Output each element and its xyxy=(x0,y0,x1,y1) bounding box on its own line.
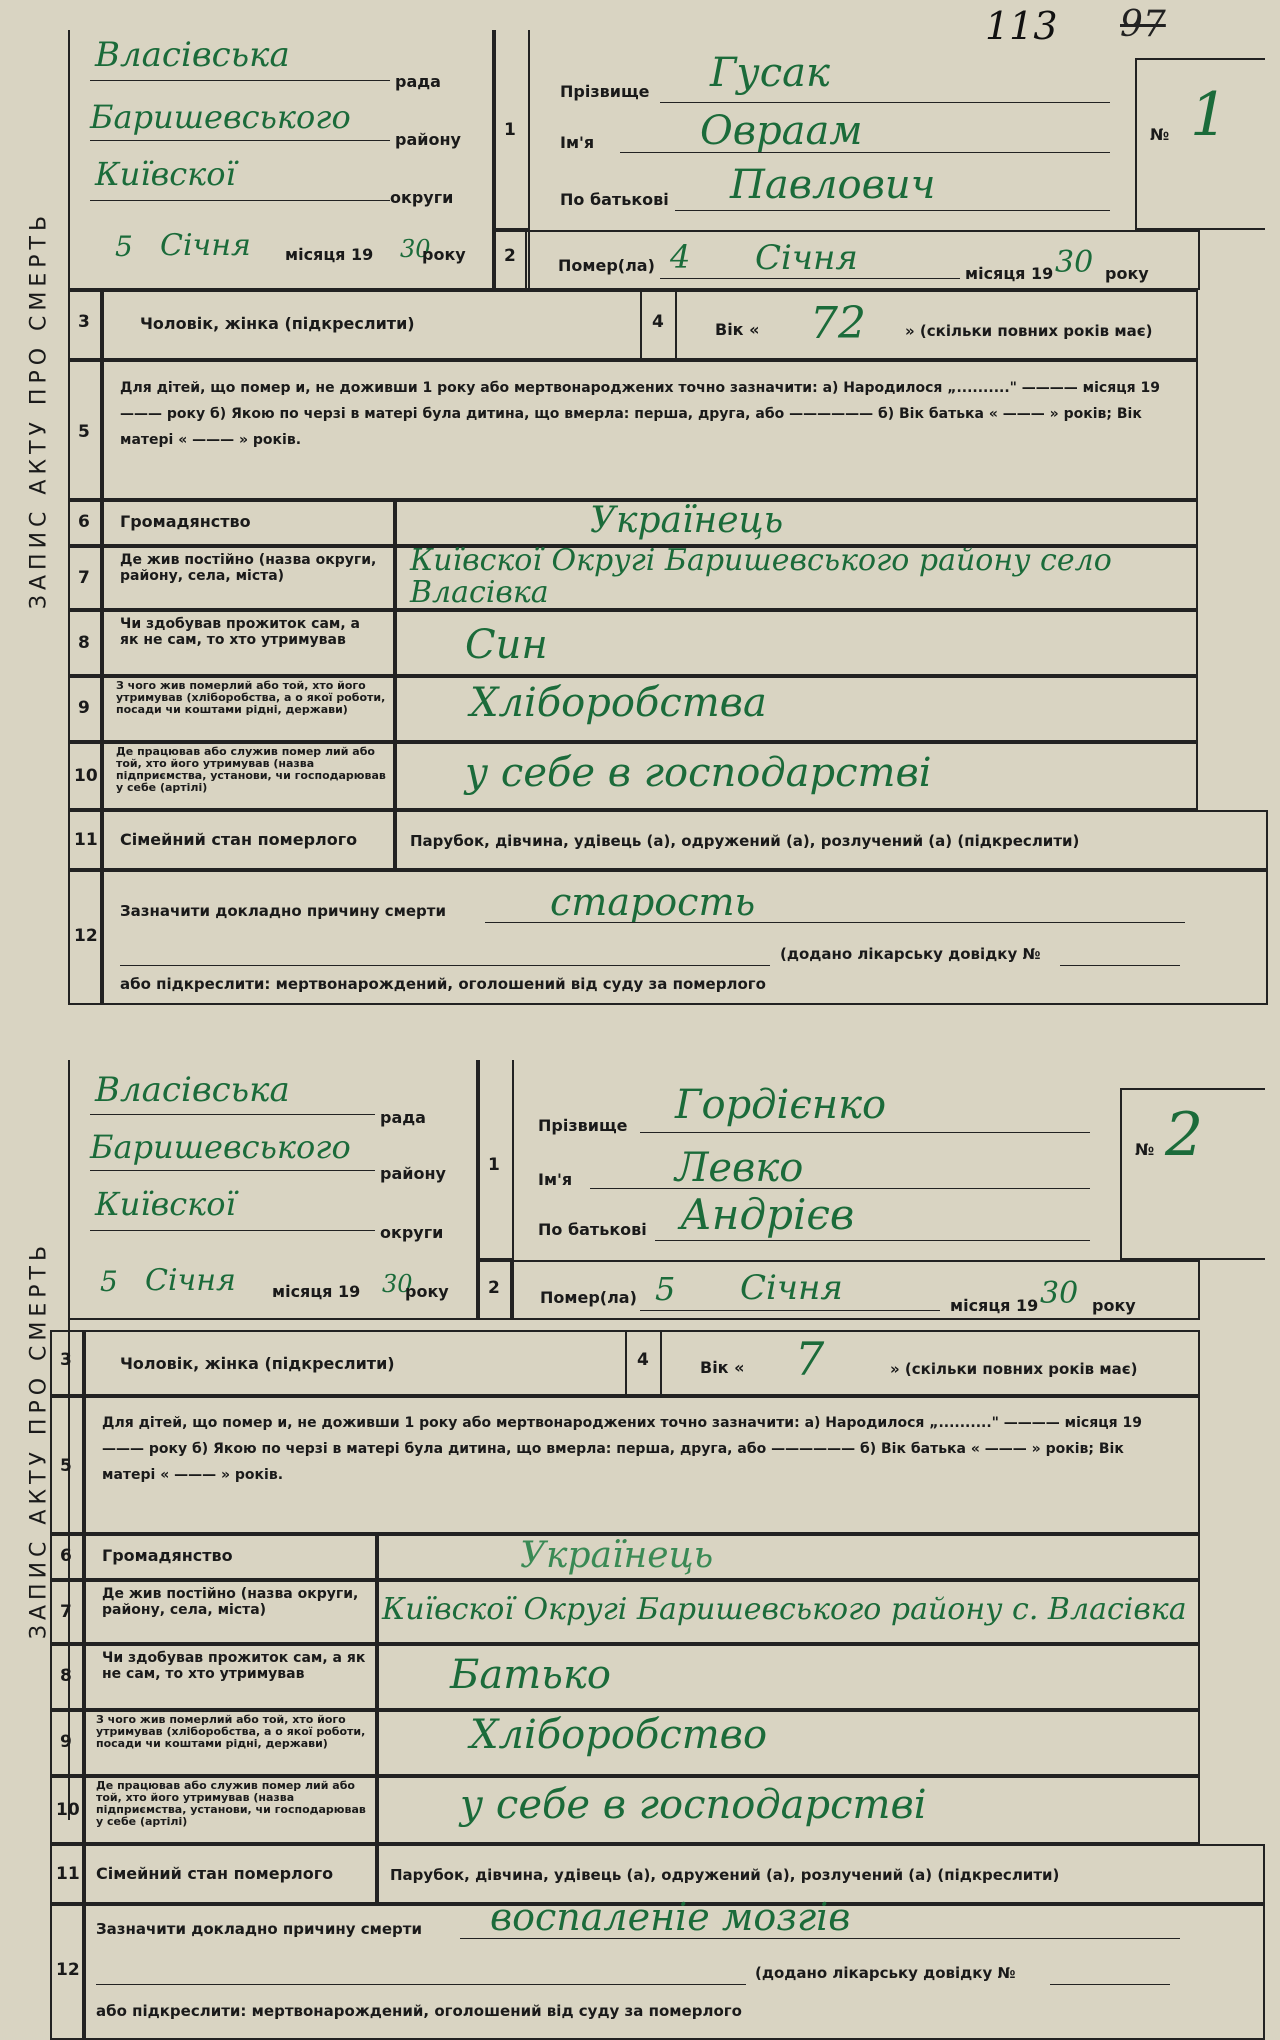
income-label: З чого жив померлий або той, хто його утримував (хліборобства, а о якої роботи, посади чи коштами рідні, держави) xyxy=(116,679,386,716)
reg-month: Січня xyxy=(145,1263,236,1298)
died-year-label: року xyxy=(1105,264,1149,283)
died-day: 4 xyxy=(670,238,691,276)
reg-day: 5 xyxy=(100,1265,118,1298)
rada-value: Власівська xyxy=(95,35,290,75)
livelihood-label: Чи здобував прожиток сам, а як не сам, то хто утримував xyxy=(120,616,360,648)
livelihood-value: Батько xyxy=(450,1652,611,1698)
okruh-label: округи xyxy=(390,188,454,207)
death-record-2: ЗАПИС АКТУ ПРО СМЕРТЬ Власівська рада Баришевського району Київскої округи 5 Січня місяця 19 30 року 1 2 Прізвище Гордієнко Ім'я Левко По батькові Андрієв № 2 Помер(ла) 5 Січня місяця 19 30 року 3 Чоловік, жінка (підкреслити) 4 Вік « 7 » (скільки повних років має) 5 Для дітей, що помер и, не доживши 1 року або мертвонароджених точно зазначити: а) Народилося „.........." ———— місяця 19 ——— року б) Якою по черзі в матері була дитина, що вмерла: перша, друга, або —————— б) Вік батька « ——— » років; Вік матері « ——— » років. 6 Громадянство Українець 7 Де жив постійно (назва округи, району, села, міста) Київскої Округі Баришевського району с. Власівка 8 Чи здобував прожиток сам, а як не сам, то хто утримував Батько 9 З чого жив померлий або той, хто його утримував (хліборобства, а о якої роботи, посади чи коштами рідні, держави) Хліборобство 10 Де працював або служив помер лий або той, хто його утримував (назва підприємства, установи, чи господарював у себе (артілі) у себе в господарстві 11 Сімейний стан померлого Парубок, дівчина, удівець (а), одружений (а), розлучений (а) (підкреслити) 12 Зазначити докладно причину смерти воспаленіе мозгів (додано лікарську довідку № або підкреслити: мертвонарождений, оголошений від суду за померлого xyxy=(10,1060,1260,2010)
citizenship-label: Громадянство xyxy=(102,1546,233,1565)
cause-value: старость xyxy=(550,880,756,924)
age-label: Вік « xyxy=(700,1358,745,1377)
raion-label: району xyxy=(380,1164,446,1183)
residence-value: Київскої Округі Баришевського району с. Власівка xyxy=(382,1592,1187,1627)
side-title: ЗАПИС АКТУ ПРО СМЕРТЬ xyxy=(10,1060,70,1820)
surname-value: Гусак xyxy=(710,50,830,96)
died-month: Січня xyxy=(755,238,858,278)
rada-label: рада xyxy=(380,1108,426,1127)
cause-value: воспаленіе мозгів xyxy=(490,1895,851,1939)
patronymic-value: Павлович xyxy=(730,162,936,208)
age-suffix: » (скільки повних років має) xyxy=(905,322,1153,340)
died-year: 30 xyxy=(1055,245,1094,280)
citizenship-value: Українець xyxy=(520,1535,714,1576)
work-label: Де працював або служив помер лий або той, хто його утримував (назва підприємства, установи, чи господарював у себе (артілі) xyxy=(96,1779,366,1828)
died-month-label: місяця 19 xyxy=(950,1296,1039,1315)
death-record-1: ЗАПИС АКТУ ПРО СМЕРТЬ Власівська рада Баришевського району Київскої округи 5 Січня місяця 19 30 року 1 2 Прізвище Гусак Ім'я Овраам По батькові Павлович № 1 Помер(ла) 4 Січня місяця 19 30 року 3 Чоловік, жінка (підкреслити) 4 Вік « 72 » (скільки повних років має) 5 Для дітей, що помер и, не доживши 1 року або мертвонароджених точно зазначити: а) Народилося „.........." ———— місяця 19 ——— року б) Якою по черзі в матері була дитина, що вмерла: перша, друга, або —————— б) Вік батька « ——— » років; Вік матері « ——— » років. 6 Громадянство Українець 7 Де жив постійно (назва округи, району, села, міста) Київскої Округі Баришевського району село Власівка 8 Чи здобував прожиток сам, а як не сам, то хто утримував Син 9 З чого жив померлий або той, хто його утримував (хліборобства, а о якої роботи, посади чи коштами рідні, держави) Хліборобства 10 Де працював або служив помер лий або той, хто його утримував (назва підприємства, установи, чи господарював у себе (артілі) у себе в господарстві 11 Сімейний стан померлого Парубок, дівчина, удівець (а), одружений (а), розлучений (а) (підкреслити) 12 Зазначити докладно причину смерти старость (додано лікарську довідку № або підкреслити: мертвонарождений, оголошений від суду за померлого xyxy=(10,30,1260,980)
reg-day: 5 xyxy=(115,230,133,263)
died-label: Помер(ла) xyxy=(558,256,655,275)
citizenship-label: Громадянство xyxy=(120,512,251,531)
died-month-label: місяця 19 xyxy=(965,264,1054,283)
month-label: місяця 19 xyxy=(285,245,374,264)
old-page-number: 97 xyxy=(1120,4,1166,45)
name-label: Ім'я xyxy=(538,1170,573,1189)
citizenship-value: Українець xyxy=(590,500,784,541)
name-value: Левко xyxy=(675,1145,804,1191)
marital-options: Парубок, дівчина, удівець (а), одружений (а), розлучений (а) (підкреслити) xyxy=(410,832,1080,850)
sex-label: Чоловік, жінка (підкреслити) xyxy=(120,1354,395,1373)
name-label: Ім'я xyxy=(560,133,595,152)
age-value: 7 xyxy=(795,1332,825,1386)
cause-label: Зазначити докладно причину смерти xyxy=(120,902,446,920)
residence-label: Де жив постійно (назва округи, району, села, міста) xyxy=(102,1586,359,1618)
stillborn-label: або підкреслити: мертвонарождений, оголошений від суду за померлого xyxy=(96,2002,742,2020)
sex-label: Чоловік, жінка (підкреслити) xyxy=(140,314,415,333)
age-value: 72 xyxy=(810,298,866,349)
okruh-label: округи xyxy=(380,1223,444,1242)
patronymic-value: Андрієв xyxy=(680,1190,855,1239)
name-value: Овраам xyxy=(700,108,863,154)
marital-label: Сімейний стан померлого xyxy=(96,1864,334,1883)
income-value: Хліборобства xyxy=(470,680,767,726)
livelihood-value: Син xyxy=(465,622,548,668)
no-label: № xyxy=(1135,1140,1155,1159)
month-label: місяця 19 xyxy=(272,1282,361,1301)
residence-value: Київскої Округі Баришевського району село Власівка xyxy=(410,543,1112,610)
work-label: Де працював або служив помер лий або той, хто його утримував (назва підприємства, установи, чи господарював у себе (артілі) xyxy=(116,745,386,794)
page-number: 113 xyxy=(985,4,1058,48)
record-number: 2 xyxy=(1165,1100,1204,1170)
okruh-value: Київскої xyxy=(95,1185,236,1223)
record-number: 1 xyxy=(1190,80,1229,150)
raion-value: Баришевського xyxy=(90,98,351,136)
livelihood-label: Чи здобував прожиток сам, а як не сам, то хто утримував xyxy=(102,1650,366,1682)
died-month: Січня xyxy=(740,1268,843,1308)
cause-label: Зазначити докладно причину смерти xyxy=(96,1920,422,1938)
year-label: року xyxy=(405,1282,449,1301)
age-suffix: » (скільки повних років має) xyxy=(890,1360,1138,1378)
year-label: року xyxy=(422,245,466,264)
surname-value: Гордієнко xyxy=(675,1082,887,1128)
reg-month: Січня xyxy=(160,228,251,263)
surname-label: Прізвище xyxy=(560,82,650,101)
died-label: Помер(ла) xyxy=(540,1288,637,1307)
children-text: Для дітей, що помер и, не доживши 1 року або мертвонароджених точно зазначити: а) Народилося „.........." ———— місяця 19 ——— року б) Якою по черзі в матері була дитина, що вмерла: перша, друга, або —————— б) Вік батька « ——— » років; Вік матері « ——— » років. xyxy=(120,380,1160,448)
patronymic-label: По батькові xyxy=(538,1220,647,1239)
surname-label: Прізвище xyxy=(538,1116,628,1135)
died-year-label: року xyxy=(1092,1296,1136,1315)
work-value: у себе в господарстві xyxy=(460,1782,927,1828)
reg-year: 30 xyxy=(382,1270,413,1298)
raion-value: Баришевського xyxy=(90,1128,351,1166)
income-value: Хліборобство xyxy=(470,1712,768,1758)
died-year: 30 xyxy=(1040,1276,1079,1311)
stillborn-label: або підкреслити: мертвонарождений, оголошений від суду за померлого xyxy=(120,975,766,993)
reg-year: 30 xyxy=(400,235,431,263)
children-text: Для дітей, що помер и, не доживши 1 року або мертвонароджених точно зазначити: а) Народилося „.........." ———— місяця 19 ——— року б) Якою по черзі в матері була дитина, що вмерла: перша, друга, або —————— б) Вік батька « ——— » років; Вік матері « ——— » років. xyxy=(102,1415,1142,1483)
side-title: ЗАПИС АКТУ ПРО СМЕРТЬ xyxy=(10,30,70,790)
income-label: З чого жив померлий або той, хто його утримував (хліборобства, а о якої роботи, посади чи коштами рідні, держави) xyxy=(96,1713,366,1750)
work-value: у себе в господарстві xyxy=(465,750,932,796)
okruh-value: Київскої xyxy=(95,155,236,193)
raion-label: району xyxy=(395,130,461,149)
patronymic-label: По батькові xyxy=(560,190,669,209)
marital-options: Парубок, дівчина, удівець (а), одружений (а), розлучений (а) (підкреслити) xyxy=(390,1866,1060,1884)
certificate-label: (додано лікарську довідку № xyxy=(755,1964,1016,1982)
marital-label: Сімейний стан померлого xyxy=(120,830,358,849)
rada-label: рада xyxy=(395,72,441,91)
rada-value: Власівська xyxy=(95,1070,290,1110)
certificate-label: (додано лікарську довідку № xyxy=(780,945,1041,963)
no-label: № xyxy=(1150,125,1170,144)
age-label: Вік « xyxy=(715,320,760,339)
died-day: 5 xyxy=(655,1270,676,1308)
residence-label: Де жив постійно (назва округи, району, села, міста) xyxy=(120,552,377,584)
